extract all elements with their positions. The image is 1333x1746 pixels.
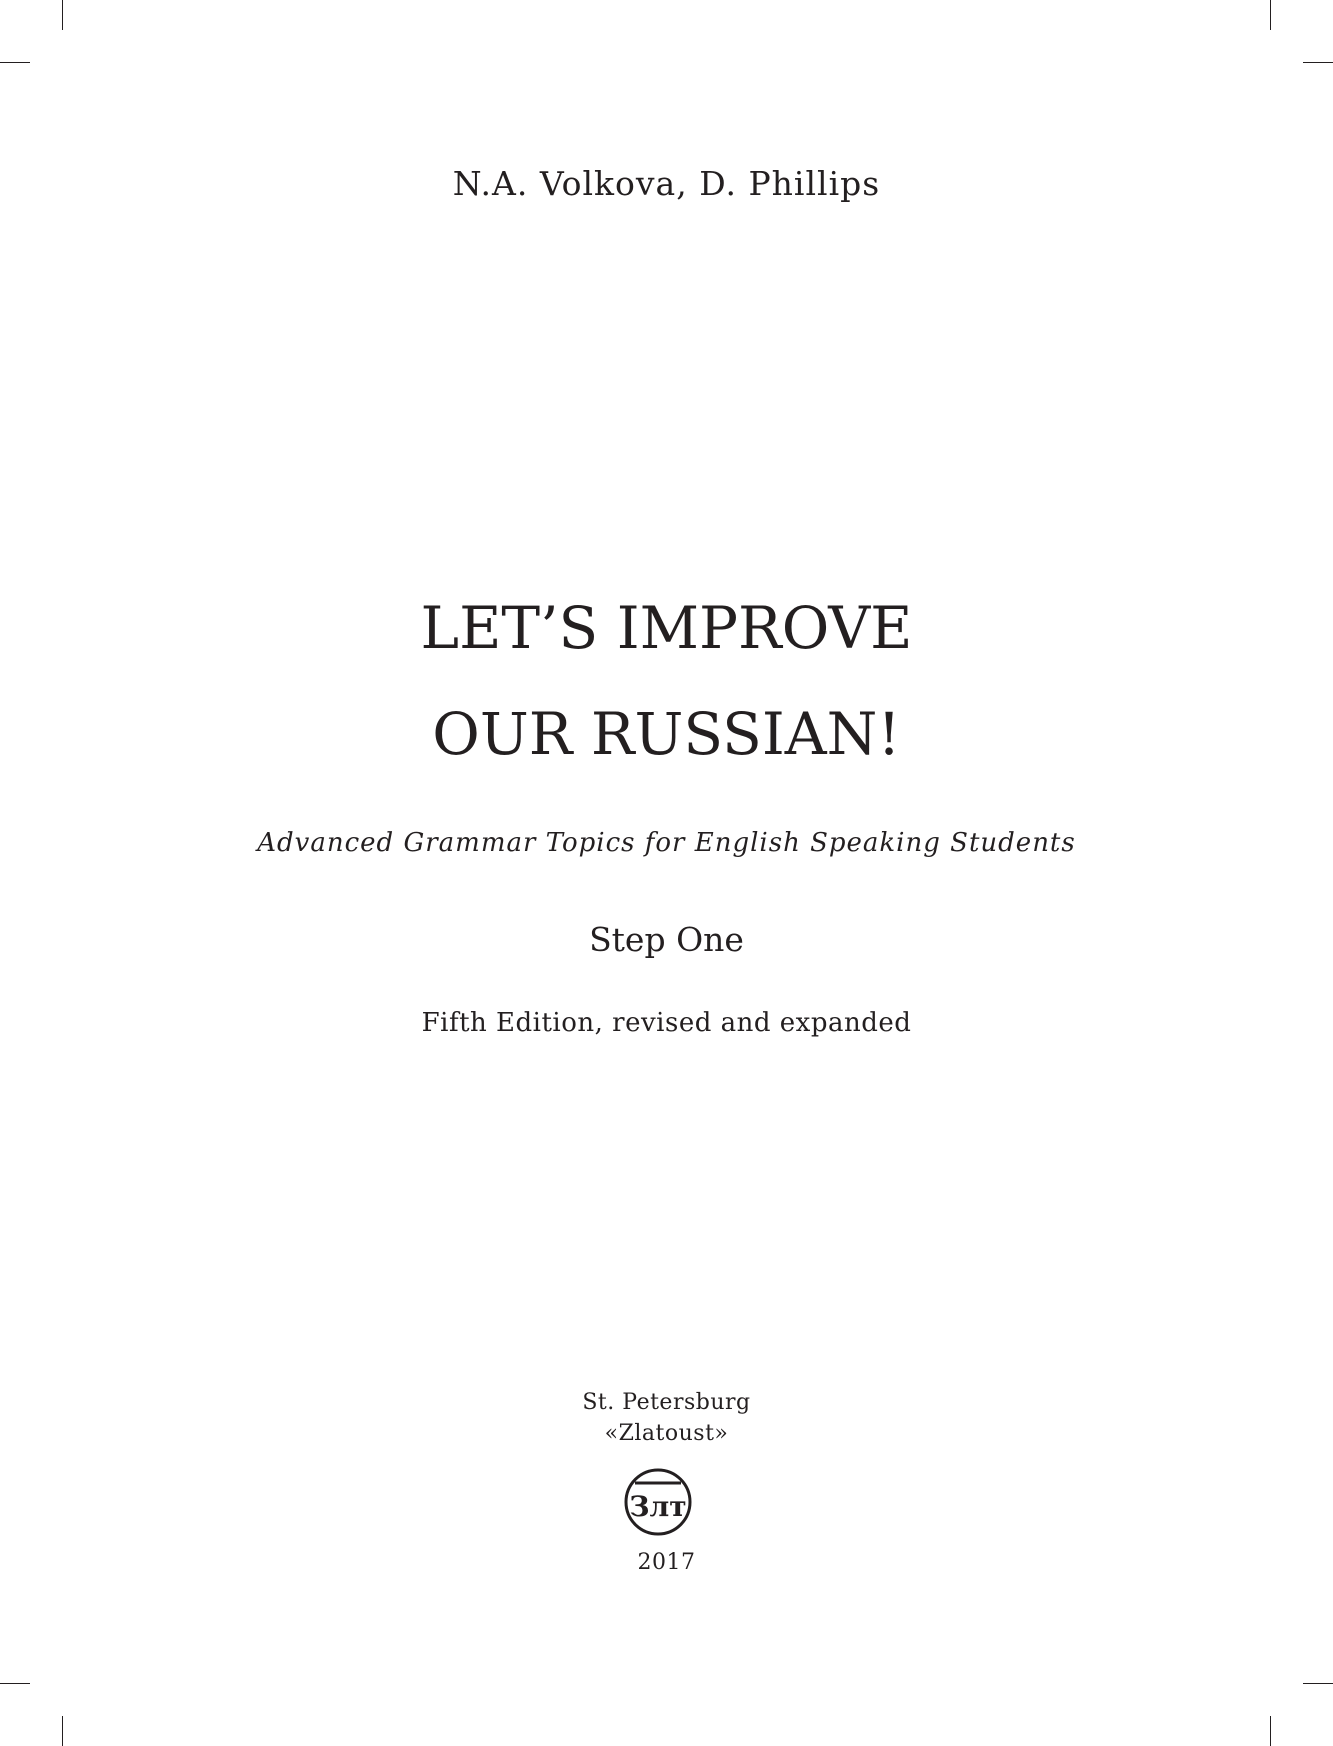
crop-mark-top-left-horizontal (0, 62, 30, 63)
crop-mark-top-right-vertical (1270, 0, 1271, 30)
imprint-year: 2017 (637, 1550, 696, 1575)
book-title-line-2: OUR RUSSIAN! (432, 700, 901, 768)
crop-mark-bottom-left-horizontal (0, 1683, 30, 1684)
imprint-city: St. Petersburg (582, 1390, 751, 1415)
crop-mark-top-left-vertical (62, 0, 63, 30)
book-step: Step One (589, 920, 744, 959)
crop-mark-bottom-right-vertical (1270, 1716, 1271, 1746)
book-title-line-1: LET’S IMPROVE (420, 594, 913, 662)
crop-mark-bottom-right-horizontal (1303, 1683, 1333, 1684)
crop-mark-bottom-left-vertical (62, 1716, 63, 1746)
book-authors: N.A. Volkova, D. Phillips (452, 164, 881, 203)
crop-mark-top-right-horizontal (1303, 62, 1333, 63)
book-subtitle: Advanced Grammar Topics for English Speaking Students (257, 828, 1076, 858)
zlatoust-logo-icon (623, 1467, 693, 1537)
logo-monogram: Злт (629, 1490, 687, 1523)
imprint-publisher: «Zlatoust» (604, 1421, 729, 1446)
book-edition: Fifth Edition, revised and expanded (421, 1008, 912, 1038)
